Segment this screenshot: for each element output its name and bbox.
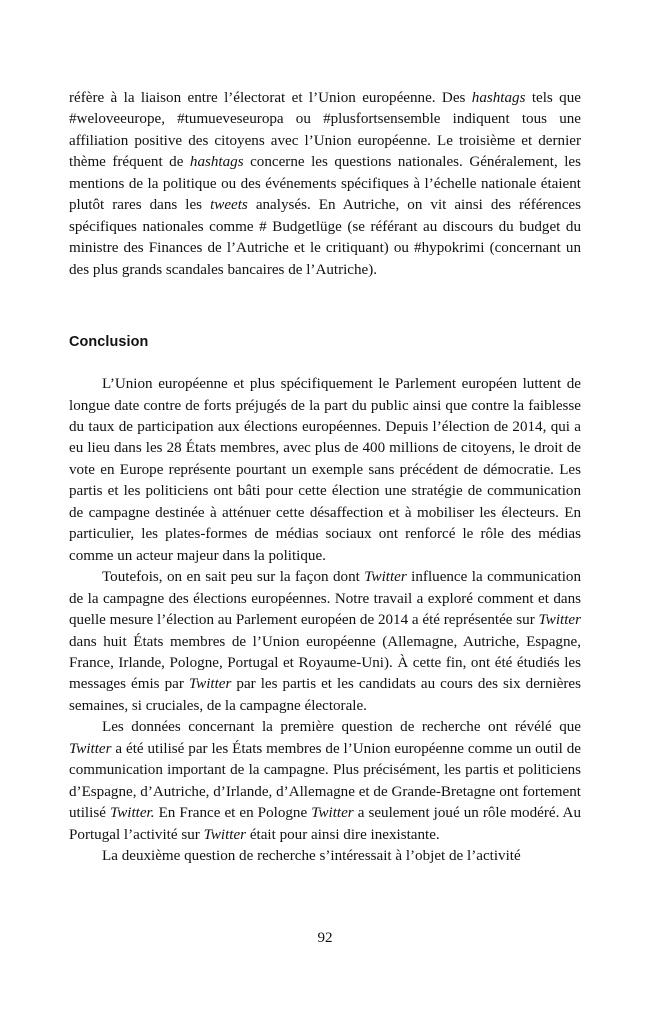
paragraph-hashtags-themes: réfère à la liaison entre l’électorat et l’Union européenne. Des hashtags tels que #weloveeurope, #tumueveseuropa ou #plusfortsensemble indiquent tous une affiliation positive des citoyens avec l’Union européenne. Le troisième et dernier thème fréquent de hashtags concerne les questions nationales. Généralement, les mentions de la politique ou des événements spécifiques à l’échelle nationale étaient plutôt rares dans les tweets analysés. En Autriche, on vit ainsi des références spécifiques nationales comme # Budgetlüge (se référant au discours du budget du ministre des Finances de l’Autriche et le critiquant) ou #hypokrimi (concernant un des plus grands scandales bancaires de l’Autriche). <box>69 90 582 278</box>
emphasis-term: Twitter <box>538 612 581 629</box>
text-column <box>69 88 581 868</box>
section-heading-conclusion: Conclusion <box>69 334 149 351</box>
emphasis-term: hashtags <box>189 154 244 171</box>
paragraph-second-research-question: La deuxième question de recherche s’intéressait à l’objet de l’activité <box>102 848 521 865</box>
paragraph-twitter-campaign-scope: Toutefois, on en sait peu sur la façon dont Twitter influence la communication de la campagne des élections européennes. Notre travail a exploré comment et dans quelle mesure l’élection au Parlement européen de 2014 a été représentée sur Twitter dans huit États membres de l’Union européenne (Allemagne, Autriche, Espagne, France, Irlande, Pologne, Portugal et Royaume-Uni). À cette fin, ont été étudiés les messages émis par Twitter par les partis et les candidats au cours des six dernières semaines, si cruciales, de la campagne électorale. <box>69 569 581 714</box>
emphasis-term: tweets <box>210 197 248 214</box>
emphasis-term: Twitter. <box>109 805 155 822</box>
emphasis-term: hashtags <box>471 90 526 106</box>
emphasis-term: Twitter <box>364 569 407 586</box>
page-number: 92 <box>317 930 333 946</box>
spacer-after-heading <box>69 351 581 374</box>
emphasis-term: Twitter <box>203 826 247 843</box>
emphasis-term: Twitter <box>69 740 112 757</box>
paragraph-first-research-question: Les données concernant la première question de recherche ont révélé que Twitter a été utilisé par les États membres de l’Union européenne comme un outil de communication important de la campagne. Plus précisément, les partis et politiciens d’Espagne, d’Autriche, d’Irlande, d’Allemagne et de Grande-Bretagne ont fortement utilisé Twitter. En France et en Pologne Twitter a seulement joué un rôle modéré. Au Portugal l’activité sur Twitter était pour ainsi dire inexistante. <box>69 719 581 843</box>
emphasis-term: Twitter <box>311 805 354 822</box>
spacer-before-heading <box>69 281 581 333</box>
paragraph-eu-participation: L’Union européenne et plus spécifiquement le Parlement européen luttent de longue date contre de forts préjugés de la part du public ainsi que contre la faiblesse du taux de participation aux élections européennes. Depuis l’élection de 2014, qui a eu lieu dans les 28 États membres, avec plus de 400 millions de citoyens, le droit de vote en Europe représente pourtant un exemple sans précédent de démocratie. Les partis et les politiciens ont bâti pour cette élection une stratégie de communication de campagne destinée à atténuer cette désaffection et à mobiliser les électeurs. En particulier, les plates-formes de médias sociaux ont renforcé le rôle des médias comme un acteur majeur dans la politique. <box>69 376 581 564</box>
emphasis-term: Twitter <box>188 676 232 693</box>
